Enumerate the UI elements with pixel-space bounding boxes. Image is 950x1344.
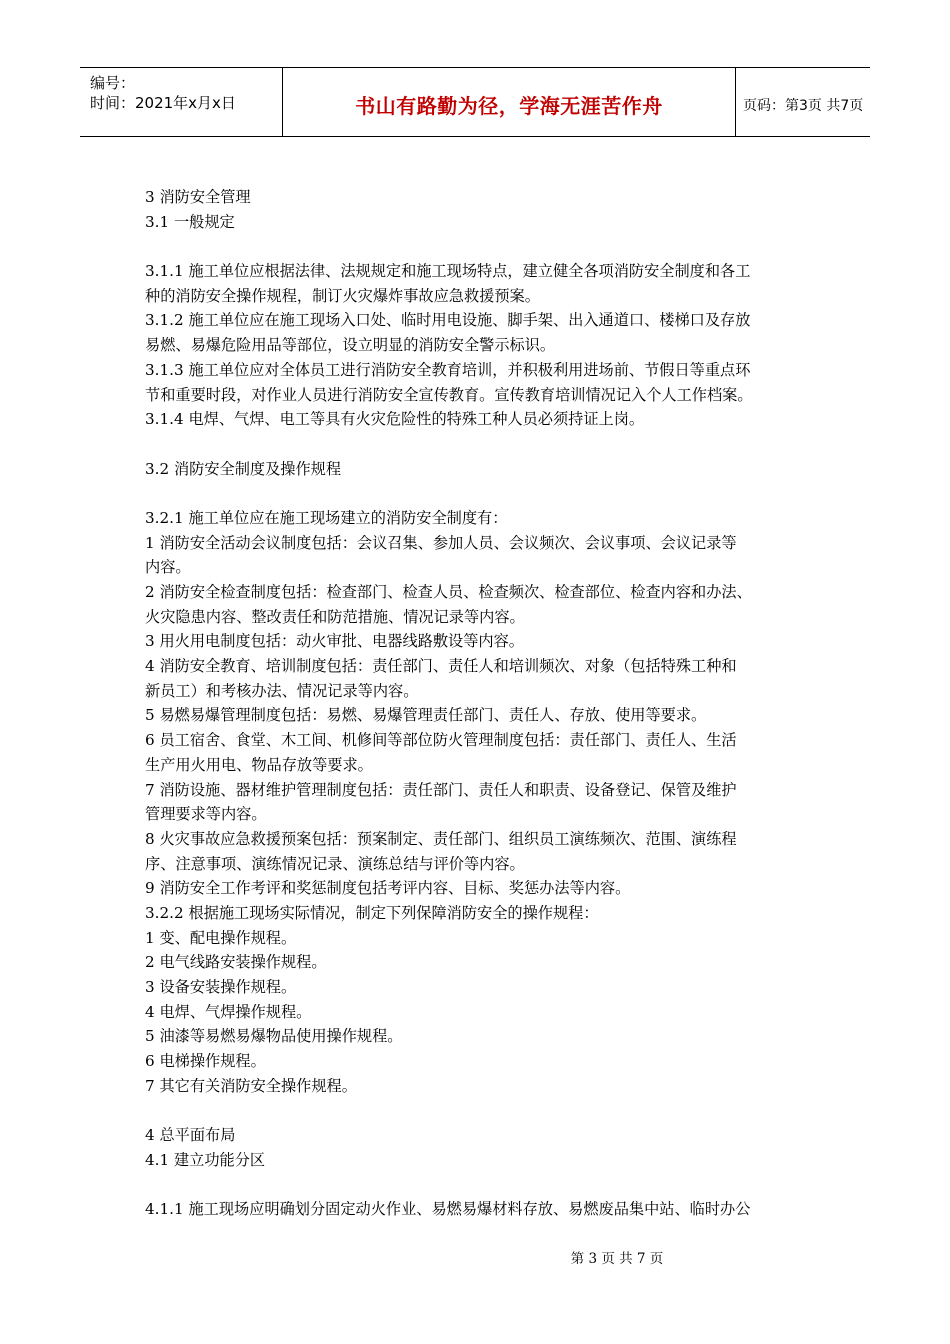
body-text-line: 易燃、易爆危险用品等部位，设立明显的消防安全警示标识。 — [145, 336, 556, 355]
body-text-line: 3.1 一般规定 — [145, 212, 235, 231]
header-motto: 书山有路勤为径，学海无涯苦作舟 — [355, 94, 663, 118]
body-text-line: 5 油漆等易燃易爆物品使用操作规程。 — [145, 1027, 403, 1046]
document-body — [145, 185, 825, 1222]
body-text-line: 3.2.2 根据施工现场实际情况，制定下列保障消防安全的操作规程： — [145, 903, 599, 922]
header-right-cell — [735, 68, 870, 136]
body-text-line: 生产用火用电、物品存放等要求。 — [145, 755, 373, 774]
blank-line — [145, 481, 825, 506]
body-text-line: 3.1.4 电焊、气焊、电工等具有火灾危险性的特殊工种人员必须持证上岗。 — [145, 410, 645, 429]
body-text-line: 4 总平面布局 — [145, 1126, 236, 1145]
body-text-line: 9 消防安全工作考评和奖惩制度包括考评内容、目标、奖惩办法等内容。 — [145, 879, 631, 898]
body-text-line: 3 设备安装操作规程。 — [145, 978, 297, 996]
footer-page-number: 第 3 页 共 7 页 — [570, 1251, 664, 1267]
body-text-line: 3 消防安全管理 — [145, 188, 251, 206]
body-text-line: 新员工）和考核办法、情况记录等内容。 — [145, 681, 419, 700]
body-text-line: 5 易燃易爆管理制度包括：易燃、易爆管理责任部门、责任人、存放、使用等要求。 — [145, 706, 707, 725]
body-text-line: 4.1.1 施工现场应明确划分固定动火作业、易燃易爆材料存放、易燃废品集中站、临时办公 — [145, 1200, 751, 1219]
header-left-cell — [80, 68, 282, 136]
body-text-line: 4 消防安全教育、培训制度包括：责任部门、责任人和培训频次、对象（包括特殊工种和 — [145, 657, 737, 676]
blank-line — [145, 432, 825, 457]
body-text-line: 6 电梯操作规程。 — [145, 1052, 266, 1071]
body-text-line: 3 用火用电制度包括：动火审批、电器线路敷设等内容。 — [145, 632, 524, 651]
body-text-line: 内容。 — [145, 558, 191, 577]
body-text-line: 2 电气线路安装操作规程。 — [145, 953, 327, 972]
body-text-line: 1 消防安全活动会议制度包括：会议召集、参加人员、会议频次、会议事项、会议记录等 — [145, 533, 737, 552]
body-text-line: 6 员工宿舍、食堂、木工间、机修间等部位防火管理制度包括：责任部门、责任人、生活 — [145, 731, 737, 750]
body-text-line: 7 消防设施、器材维护管理制度包括：责任部门、责任人和职责、设备登记、保管及维护 — [145, 780, 737, 799]
document-time-label: 时间：2021年x月x日 — [90, 94, 236, 112]
document-number-label: 编号： — [90, 74, 136, 92]
body-text-line: 节和重要时段，对作业人员进行消防安全宣传教育。宣传教育培训情况记入个人工作档案。 — [145, 385, 753, 404]
page-footer — [0, 1247, 950, 1267]
header-motto-cell — [282, 68, 736, 136]
body-text-line: 4 电焊、气焊操作规程。 — [145, 1002, 312, 1021]
body-text-line: 3.1.2 施工单位应在施工现场入口处、临时用电设施、脚手架、出入通道口、楼梯口及存放 — [145, 311, 751, 330]
body-text-line: 4.1 建立功能分区 — [145, 1150, 266, 1169]
page-header — [80, 67, 870, 137]
blank-line — [145, 1173, 825, 1198]
body-text-line: 8 火灾事故应急救援预案包括：预案制定、责任部门、组织员工演练频次、范围、演练程 — [145, 829, 737, 848]
body-text-line: 2 消防安全检查制度包括：检查部门、检查人员、检查频次、检查部位、检查内容和办法、 — [145, 583, 752, 601]
body-text-line: 火灾隐患内容、整改责任和防范措施、情况记录等内容。 — [145, 607, 525, 626]
header-page-info: 页码：第3页 共7页 — [743, 98, 864, 114]
blank-line — [145, 234, 825, 259]
body-text-line: 7 其它有关消防安全操作规程。 — [145, 1076, 357, 1095]
blank-line — [145, 1098, 825, 1123]
body-text-line: 种的消防安全操作规程，制订火灾爆炸事故应急救援预案。 — [145, 286, 540, 305]
body-text-line: 3.2 消防安全制度及操作规程 — [145, 459, 342, 478]
body-text-line: 1 变、配电操作规程。 — [145, 928, 297, 947]
body-text-line: 管理要求等内容。 — [145, 805, 267, 824]
body-text-line: 3.2.1 施工单位应在施工现场建立的消防安全制度有： — [145, 508, 508, 527]
body-text-line: 3.1.3 施工单位应对全体员工进行消防安全教育培训，并积极利用进场前、节假日等重点环 — [145, 360, 751, 379]
body-text-line: 序、注意事项、演练情况记录、演练总结与评价等内容。 — [145, 854, 525, 873]
body-text-line: 3.1.1 施工单位应根据法律、法规规定和施工现场特点，建立健全各项消防安全制度和各工 — [145, 262, 751, 281]
